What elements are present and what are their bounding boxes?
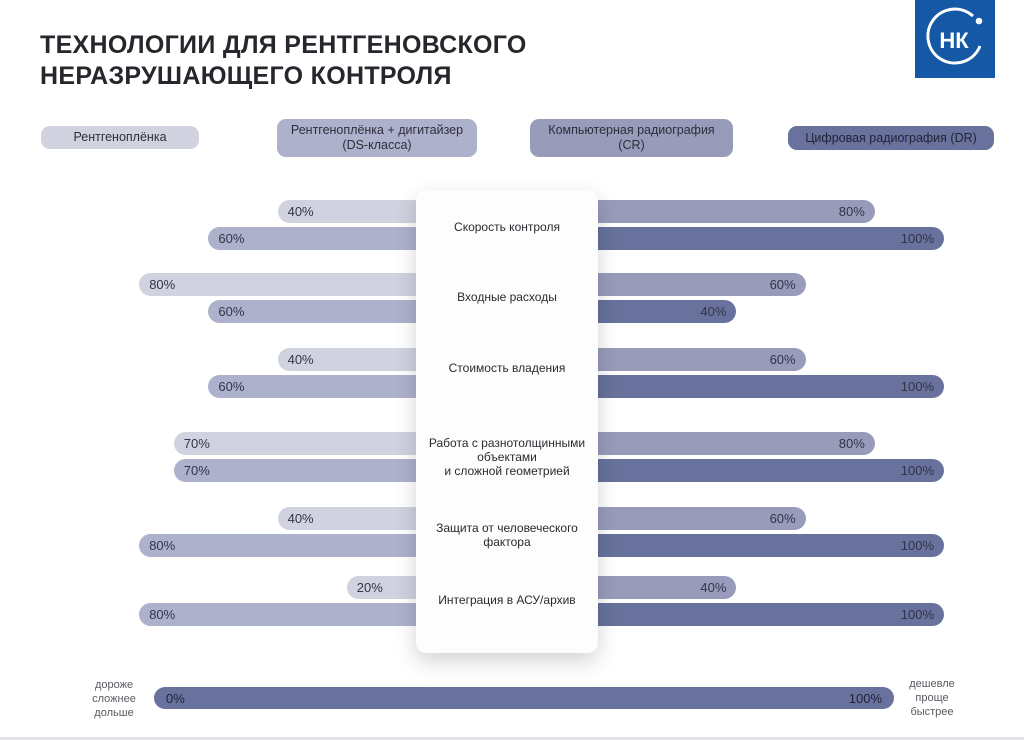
bar-value-label: 80%: [149, 277, 176, 292]
bar-film: [278, 348, 436, 371]
bar-value-label: 100%: [900, 379, 934, 394]
legend-label: Цифровая радиография (DR): [805, 130, 977, 145]
bar-dr: [578, 459, 944, 482]
bar-value-label: 40%: [700, 304, 727, 319]
legend-label-line2: (CR): [618, 138, 645, 152]
bar-cr: [578, 432, 875, 455]
scale-note-line: проще: [915, 692, 949, 704]
scale-min-label: 0%: [166, 690, 185, 706]
bar-dr: [578, 603, 944, 626]
bar-value-label: 60%: [769, 511, 796, 526]
criterion-label-line: Входные расходы: [457, 290, 557, 304]
scale-note-left: [78, 678, 150, 720]
criterion-label-line: Работа с разнотолщинными: [428, 436, 586, 450]
bar-value-label: 80%: [149, 538, 176, 553]
criterion-label: [416, 290, 598, 304]
bar-film: [139, 273, 436, 296]
bar-cr: [578, 348, 806, 371]
criterion-label: [416, 436, 598, 478]
criterion-label-line: Защита от человеческого: [436, 521, 578, 535]
bar-value-label: 70%: [183, 436, 210, 451]
legend-item-film-digitizer: [277, 119, 477, 157]
bar-film: [278, 507, 436, 530]
bar-film-digitizer: [208, 375, 436, 398]
bar-value-label: 100%: [900, 463, 934, 478]
legend-label-line2: (DS-класса): [342, 138, 412, 152]
bar-film-digitizer: [174, 459, 436, 482]
criterion-label-line: фактора: [483, 535, 531, 549]
criterion-label-line: Стоимость владения: [448, 361, 566, 375]
bar-value-label: 100%: [900, 538, 934, 553]
bar-cr: [578, 576, 736, 599]
criterion-label-line: Скорость контроля: [454, 220, 560, 234]
title-line-1: ТЕХНОЛОГИИ ДЛЯ РЕНТГЕНОВСКОГО: [40, 31, 527, 59]
criterion-label-line: и сложной геометрией: [444, 464, 570, 478]
bar-value-label: 80%: [838, 204, 865, 219]
scale-note-line: дороже: [94, 679, 134, 691]
bar-film-digitizer: [208, 300, 436, 323]
page-title: [40, 30, 527, 92]
scale-note-line: быстрее: [910, 706, 954, 718]
scale-max-label: 100%: [848, 690, 882, 706]
bar-value-label: 80%: [149, 607, 176, 622]
nk-logo: [915, 0, 995, 78]
bar-value-label: 40%: [700, 580, 727, 595]
legend-label: Рентгеноплёнка: [73, 130, 167, 144]
scale-note-right: [896, 677, 968, 719]
bar-value-label: 40%: [287, 204, 314, 219]
bar-dr: [578, 300, 736, 323]
nk-logo-icon: [915, 0, 995, 78]
scale-bar: [154, 687, 894, 709]
scale-note-line: дольше: [94, 707, 134, 719]
bar-film: [278, 200, 436, 223]
bar-value-label: 60%: [218, 304, 245, 319]
criterion-label: [416, 593, 598, 607]
bar-value-label: 70%: [183, 463, 210, 478]
legend-item-film: [41, 126, 199, 149]
bar-film: [174, 432, 436, 455]
criteria-panel: [416, 190, 598, 653]
legend-item-dr: [788, 126, 994, 150]
bar-value-label: 60%: [218, 379, 245, 394]
legend-label-line1: Рентгеноплёнка + дигитайзер: [290, 123, 464, 137]
title-line-2: НЕРАЗРУШАЮЩЕГО КОНТРОЛЯ: [40, 62, 452, 90]
bar-value-label: 40%: [287, 511, 314, 526]
bar-dr: [578, 227, 944, 250]
legend-label-line1: Компьютерная радиография: [548, 123, 715, 137]
bar-cr: [578, 273, 806, 296]
scale-note-line: сложнее: [92, 693, 136, 705]
bar-value-label: 80%: [838, 436, 865, 451]
bar-film-digitizer: [208, 227, 436, 250]
bar-value-label: 60%: [769, 277, 796, 292]
bar-value-label: 60%: [769, 352, 796, 367]
criterion-label-line: Интеграция в АСУ/архив: [438, 593, 576, 607]
bar-value-label: 20%: [356, 580, 383, 595]
bar-dr: [578, 534, 944, 557]
bar-value-label: 40%: [287, 352, 314, 367]
bar-cr: [578, 200, 875, 223]
bar-film-digitizer: [139, 603, 436, 626]
bar-value-label: 60%: [218, 231, 245, 246]
bar-value-label: 100%: [900, 607, 934, 622]
scale-note-line: дешевле: [909, 678, 955, 690]
bar-film-digitizer: [139, 534, 436, 557]
svg-text:НК: НК: [939, 28, 969, 53]
bar-dr: [578, 375, 944, 398]
bar-value-label: 100%: [900, 231, 934, 246]
criterion-label: [416, 220, 598, 234]
bar-cr: [578, 507, 806, 530]
criterion-label-line: объектами: [477, 450, 537, 464]
criterion-label: [416, 361, 598, 375]
criterion-label: [416, 521, 598, 549]
legend-item-cr: [530, 119, 733, 157]
